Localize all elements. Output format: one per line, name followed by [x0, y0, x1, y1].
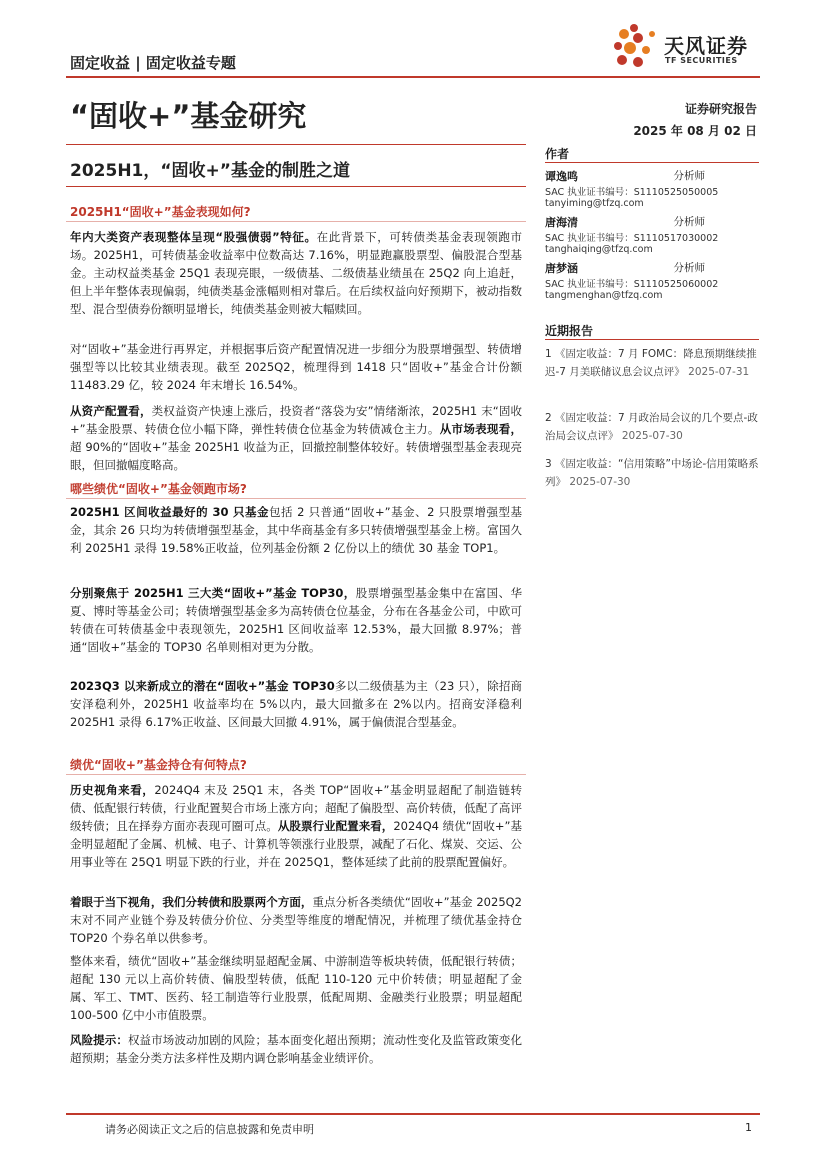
paragraph-text: 权益市场波动加剧的风险；基本面变化超出预期；流动性变化及监管政策变化超预期；基金分类方法多样性及期内调仓影响基金业绩评价。	[70, 1033, 523, 1065]
recent-divider	[545, 339, 759, 340]
section-divider	[66, 498, 526, 499]
authors-heading: 作者	[545, 147, 570, 161]
author-name: 唐梦涵	[545, 262, 578, 275]
paragraph	[70, 952, 522, 1024]
paragraph-lead: 分别聚焦于 2025H1 三大类“固收+”基金 TOP30，	[70, 586, 356, 600]
paragraph-lead: 2025H1 区间收益最好的 30 只基金	[70, 505, 270, 519]
recent-report-item[interactable]	[545, 409, 759, 445]
author-cert: SAC 执业证书编号：S1110525060002	[545, 279, 719, 290]
logo-text-cn: 天风证券	[664, 34, 748, 58]
paragraph	[70, 1031, 522, 1067]
paragraph-text: 股票增强型基金集中在富国、华夏、博时等基金公司；转债增强型基金多为高转债仓位基金，分布在各基金公司，中欧可转债在可转债基金中表现领先，2025H1 区间收益率 12.53%，最大回撤 8.97%；普通“固收+”基金的 TOP30 名单则相对更为分散。	[70, 586, 523, 654]
author-block	[545, 214, 759, 255]
report-title: “固收+”基金研究	[70, 99, 307, 133]
paragraph	[70, 893, 522, 947]
author-block	[545, 260, 759, 301]
paragraph-text: 2024Q4 绩优“固收+”基金明显超配了金属、机械、电子、计算机等领涨行业股票，减配了石化、煤炭、交运、公用事业等在 25Q1 明显下跌的行业，并在 2025Q1，整体延续了此前的股票配置偏好。	[70, 819, 523, 869]
paragraph	[70, 781, 522, 871]
subtitle-divider-top	[66, 144, 526, 145]
recent-report-item[interactable]	[545, 345, 759, 381]
recent-report-date: 2025-07-30	[569, 476, 631, 488]
paragraph-lead: 历史视角来看，	[70, 783, 155, 797]
footer-disclaimer: 请务必阅读正文之后的信息披露和免责申明	[105, 1123, 314, 1136]
paragraph-lead: 从市场表现看，	[439, 422, 523, 436]
paragraph-text: 2024Q4 末及 25Q1 末，各类 TOP“固收+”基金明显超配了制造链转债、低配银行转债，行业配置契合市场上涨方向；超配了偏股型、高价转债，低配了高评级转债；且在择券方面亦表现可圈可点。	[70, 783, 522, 833]
paragraph-text: 在此背景下，可转债类基金表现领跑市场。2025H1，可转债基金收益率中位数高达 7.16%，明显跑赢股票型、偏股混合型基金。主动权益类基金 25Q1 表现亮眼，一级债基、二级债基业绩虽在 25Q2 向上追赶，但上半年整体表现偏弱，纯债类基金涨幅则相对靠后。在后续权益向好预期下，被动指数型、混合型债券份额明显增长，纯债类基金则被大幅赎回。	[70, 230, 522, 316]
paragraph-text: 超 90%的“固收+”基金 2025H1 收益为正，回撤控制整体较好。转债增强型基金表现亮眼，但回撤幅度略高。	[70, 440, 522, 472]
paragraph-text: 整体来看，绩优“固收+”基金继续明显超配金属、中游制造等板块转债，低配银行转债；超配 130 元以上高价转债、偏股型转债，低配 110-120 元中价转债；明显超配了金属、军工、TMT、医药、轻工制造等行业股票，低配周期、金融类行业股票；明显超配 100-500 亿中小市值股票。	[70, 954, 522, 1022]
section-divider	[66, 221, 526, 222]
paragraph-lead: 风险提示：	[70, 1033, 128, 1047]
section-heading: 绩优“固收+”基金持仓有何特点?	[70, 758, 247, 772]
author-name: 谭逸鸣	[545, 170, 578, 183]
recent-reports-heading: 近期报告	[545, 324, 594, 338]
authors-divider	[545, 162, 759, 163]
report-subtitle: 2025H1，“固收+”基金的制胜之道	[70, 161, 350, 181]
author-cert: SAC 执业证书编号：S1110517030002	[545, 233, 719, 244]
author-role: 分析师	[673, 216, 705, 228]
section-heading: 哪些绩优“固收+”基金领跑市场?	[70, 482, 247, 496]
header-divider	[66, 76, 760, 78]
logo-text-en: TF SECURITIES	[665, 56, 738, 65]
paragraph	[70, 228, 522, 318]
company-logo	[612, 22, 772, 70]
recent-report-title[interactable]: 2 《固定收益：7 月政治局会议的几个要点-政治局会议点评》	[545, 412, 758, 442]
paragraph-lead: 年内大类资产表现整体呈现“股强债弱”特征。	[70, 230, 317, 244]
paragraph-lead: 从资产配置看，	[70, 404, 152, 418]
author-role: 分析师	[673, 262, 705, 274]
paragraph-lead: 从股票行业配置来看，	[277, 819, 394, 833]
footer-divider	[66, 1113, 760, 1115]
paragraph-text: 重点分析各类绩优“固收+”基金 2025Q2 末对不同产业链个券及转债分价位、分类型等维度的增配情况，并梳理了绩优基金持仓 TOP20 个券名单以供参考。	[70, 895, 522, 945]
paragraph-text: 多以二级债基为主（23 只），除招商安泽稳利外，2025H1 收益率均在 5%以内，最大回撤多在 2%以内。招商安泽稳利 2025H1 录得 6.17%正收益、区间最大回撤 4.91%，属于偏债混合型基金。	[70, 679, 522, 729]
section-divider	[66, 774, 526, 775]
logo-mark-icon	[612, 22, 662, 70]
paragraph-text: 对“固收+”基金进行再界定，并根据事后资产配置情况进一步细分为股票增强型、转债增强型等以比较其业绩表现。截至 2025Q2，梳理得到 1418 只“固收+”基金合计份额 11483.29 亿，较 2024 年末增长 16.54%。	[70, 342, 522, 392]
page-number: 1	[745, 1121, 752, 1134]
paragraph	[70, 340, 522, 394]
author-email[interactable]: tangmenghan@tfzq.com	[545, 290, 663, 301]
paragraph	[70, 584, 522, 656]
author-name: 唐海清	[545, 216, 578, 229]
section-heading: 2025H1“固收+”基金表现如何?	[70, 205, 251, 219]
recent-report-date: 2025-07-30	[621, 430, 683, 442]
recent-report-item[interactable]	[545, 455, 759, 491]
paragraph-lead: 2023Q3 以来新成立的潜在“固收+”基金 TOP30	[70, 679, 335, 693]
header-category: 固定收益 | 固定收益专题	[70, 54, 236, 72]
author-role: 分析师	[673, 170, 705, 182]
paragraph-lead: 着眼于当下视角，我们分转债和股票两个方面，	[70, 895, 313, 909]
author-block	[545, 168, 759, 209]
paragraph-text: 包括 2 只普通“固收+”基金、2 只股票增强型基金，其余 26 只均为转债增强型基金，其中华商基金有多只转债增强型基金上榜。富国久利 2025H1 录得 19.58%正收益，位列基金份额 2 亿份以上的绩优 30 基金 TOP1。	[70, 505, 522, 555]
author-cert: SAC 执业证书编号：S1110525050005	[545, 187, 719, 198]
recent-report-title[interactable]: 3 《固定收益：“信用策略”中场论-信用策略系列》	[545, 458, 759, 488]
recent-report-title[interactable]: 1 《固定收益：7 月 FOMC：降息预期继续推迟-7 月美联储议息会议点评》	[545, 348, 757, 378]
author-email[interactable]: tanyiming@tfzq.com	[545, 198, 644, 209]
paragraph	[70, 503, 522, 557]
report-type: 证券研究报告	[684, 102, 757, 116]
subtitle-divider-bottom	[66, 186, 526, 187]
paragraph-text: 类权益资产快速上涨后，投资者“落袋为安”情绪渐浓，2025H1 末“固收+”基金股票、转债仓位小幅下降，弹性转债仓位基金为转债减仓主力。	[70, 404, 523, 436]
paragraph	[70, 402, 522, 474]
author-email[interactable]: tanghaiqing@tfzq.com	[545, 244, 653, 255]
recent-report-date: 2025-07-31	[688, 366, 750, 378]
report-date: 2025 年 08 月 02 日	[633, 124, 757, 138]
paragraph	[70, 677, 522, 731]
